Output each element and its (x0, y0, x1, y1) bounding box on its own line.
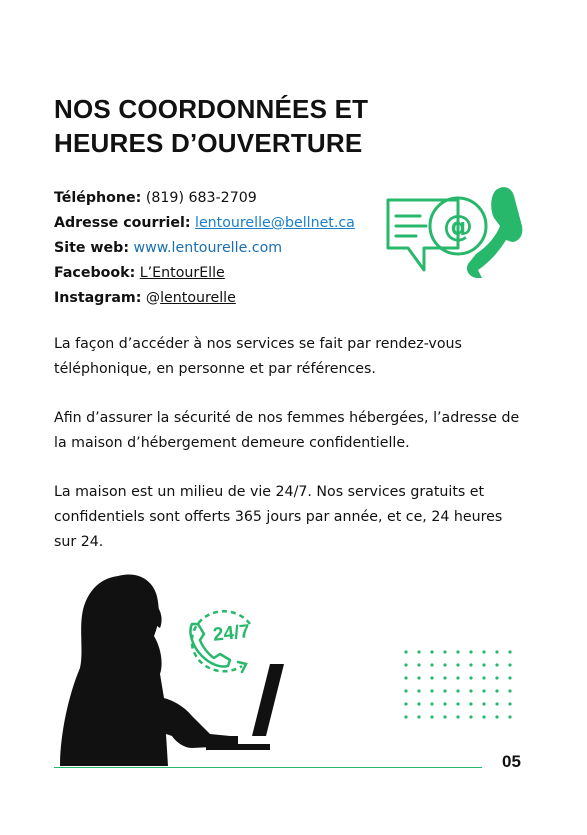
dot (417, 715, 420, 718)
dot (508, 650, 511, 653)
dot (404, 676, 407, 679)
dot (495, 676, 498, 679)
dot (495, 702, 498, 705)
dot (404, 715, 407, 718)
dot (508, 715, 511, 718)
title-line-2: HEURES D’OUVERTURE (54, 128, 363, 158)
svg-text:@: @ (443, 209, 473, 244)
dot (508, 689, 511, 692)
dot (482, 689, 485, 692)
phone-label: Téléphone (54, 190, 136, 206)
dot (469, 715, 472, 718)
dot (482, 676, 485, 679)
instagram-link[interactable]: lentourelle (160, 290, 236, 306)
dot (443, 650, 446, 653)
contact-email: Adresse courriel: lentourelle@bellnet.ca (54, 215, 355, 231)
contact-chat-phone-icon (372, 178, 532, 278)
dot (417, 663, 420, 666)
dot (508, 663, 511, 666)
contact-phone: Téléphone: (819) 683-2709 (54, 190, 257, 206)
dot (430, 676, 433, 679)
dot (430, 702, 433, 705)
dot (469, 663, 472, 666)
dot (456, 676, 459, 679)
dot (417, 702, 420, 705)
website-link[interactable]: www.lentourelle.com (133, 240, 283, 256)
dot (443, 702, 446, 705)
dot (469, 676, 472, 679)
dot (430, 663, 433, 666)
dot (482, 650, 485, 653)
dot (469, 689, 472, 692)
dot (495, 689, 498, 692)
paragraph-access: La façon d’accéder à nos services se fait par rendez-vous téléphonique, en personne et par références. (54, 336, 462, 377)
phone-value: (819) 683-2709 (145, 190, 257, 206)
dot (430, 650, 433, 653)
facebook-label: Facebook (54, 265, 130, 281)
dot (456, 702, 459, 705)
dot (443, 676, 446, 679)
contact-facebook: Facebook: L’EntourElle (54, 265, 225, 281)
dot (469, 650, 472, 653)
dot (482, 702, 485, 705)
title-line-1: NOS COORDONNÉES ET (54, 94, 369, 124)
dot (508, 702, 511, 705)
dot-grid (402, 648, 522, 728)
dot (417, 689, 420, 692)
paragraph-confidential: Afin d’assurer la sécurité de nos femmes hébergées, l’adresse de la maison d’hébergement demeure confidentielle. (54, 410, 520, 451)
dot (443, 689, 446, 692)
dot (495, 650, 498, 653)
dot (404, 650, 407, 653)
dot (456, 650, 459, 653)
dot (456, 689, 459, 692)
contact-list (54, 186, 355, 311)
dot (443, 715, 446, 718)
dot (404, 689, 407, 692)
dot (469, 702, 472, 705)
instagram-label: Instagram (54, 290, 136, 306)
dot (404, 663, 407, 666)
dot (443, 663, 446, 666)
clock-label: 24/7 (211, 621, 251, 646)
dot (417, 650, 420, 653)
dot (417, 676, 420, 679)
facebook-link[interactable]: L’EntourElle (139, 265, 225, 281)
contact-instagram: Instagram: @lentourelle (54, 290, 236, 306)
paragraph-hours: La maison est un milieu de vie 24/7. Nos services gratuits et confidentiels sont offerts 365 jours par année, et ce, 24 heures sur 24. (54, 484, 503, 550)
dot (508, 676, 511, 679)
dot (430, 715, 433, 718)
dot (404, 702, 407, 705)
email-link[interactable]: lentourelle@bellnet.ca (195, 215, 355, 231)
website-label: Site web (54, 240, 124, 256)
dot (495, 663, 498, 666)
page-title (54, 92, 474, 160)
dot (456, 715, 459, 718)
dot (482, 715, 485, 718)
dot (456, 663, 459, 666)
contact-website: Site web: www.lentourelle.com (54, 240, 283, 256)
dot (430, 689, 433, 692)
email-label: Adresse courriel (54, 215, 185, 231)
page-number: 05 (502, 752, 521, 771)
dot (495, 715, 498, 718)
footer-divider (54, 767, 482, 768)
dot (482, 663, 485, 666)
